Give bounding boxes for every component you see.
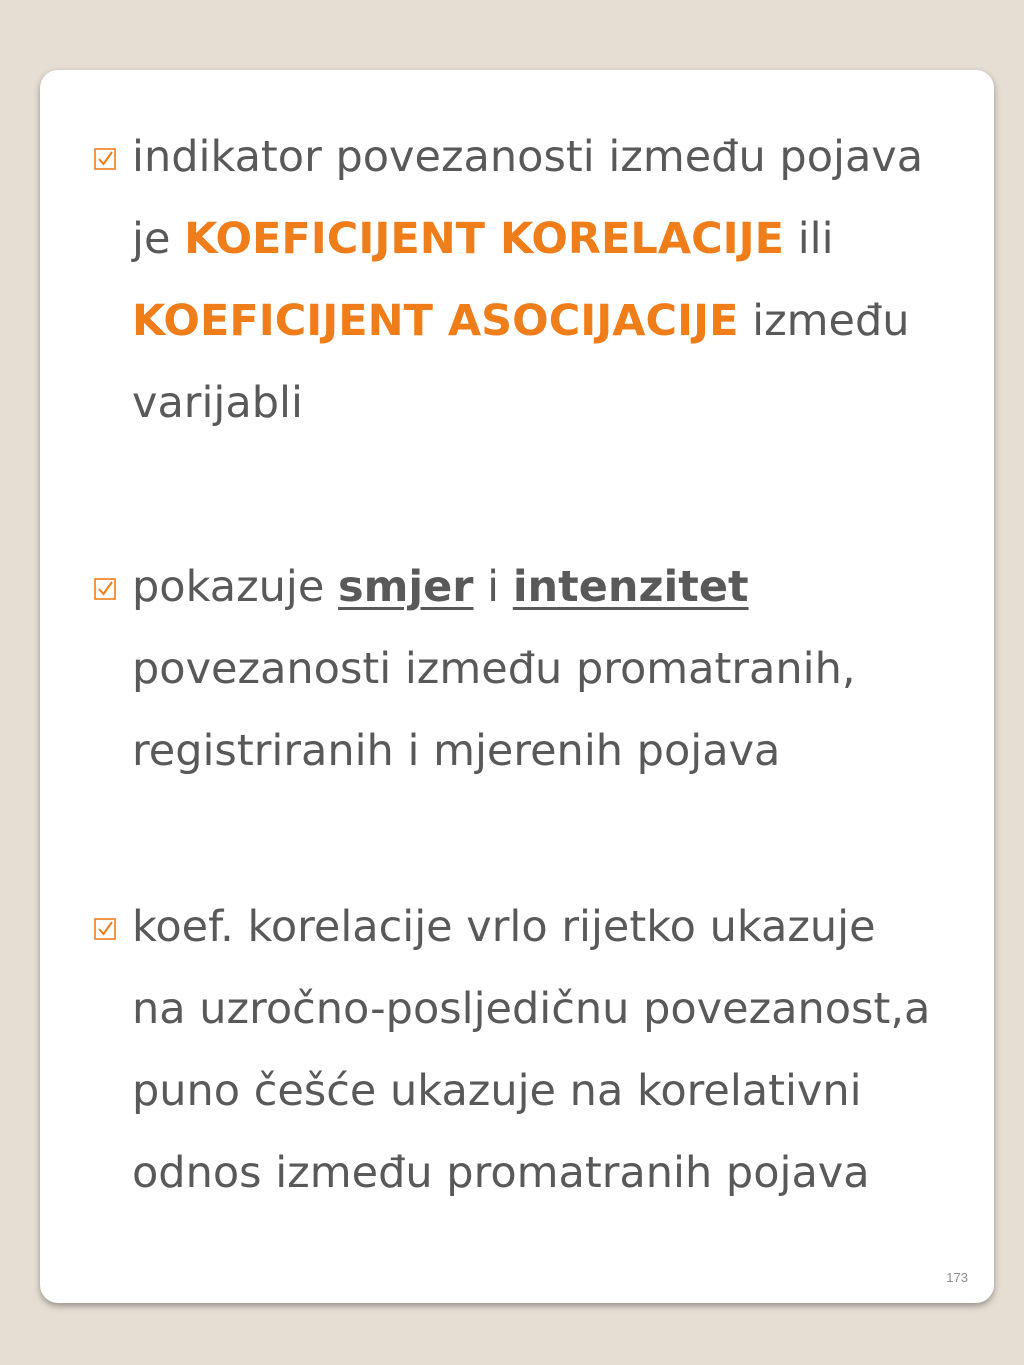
bullet-text — [132, 886, 994, 1214]
text-span: je — [132, 214, 185, 264]
text-span: registriranih i mjerenih pojava — [132, 726, 781, 776]
bullet-item — [94, 546, 994, 792]
highlight-term: KOEFICIJENT KORELACIJE — [184, 214, 785, 264]
text-span: ili — [784, 214, 834, 264]
text-span: pokazuje — [132, 562, 338, 612]
text-span: i — [473, 562, 513, 612]
underlined-term: smjer — [338, 562, 474, 612]
highlight-term: KOEFICIJENT ASOCIJACIJE — [132, 296, 739, 346]
text-span: na uzročno-posljedičnu povezanost,a — [132, 984, 931, 1034]
text-span: varijabli — [132, 378, 303, 428]
text-span: između — [738, 296, 910, 346]
underlined-term: intenzitet — [512, 562, 749, 612]
text-line — [132, 628, 994, 710]
page-number: 173 — [946, 1270, 968, 1285]
text-span: koef. korelacije vrlo rijetko ukazuje — [132, 902, 876, 952]
text-span: puno češće ukazuje na korelativni — [132, 1066, 862, 1116]
bullet-text — [132, 116, 994, 444]
checkbox-checked-icon — [94, 148, 116, 170]
text-line — [132, 280, 994, 362]
text-line — [132, 546, 994, 628]
text-span: povezanosti između promatranih, — [132, 644, 856, 694]
slide — [40, 70, 994, 1303]
text-span: odnos između promatranih pojava — [132, 1148, 870, 1198]
text-line — [132, 1132, 994, 1214]
text-line — [132, 968, 994, 1050]
text-line — [132, 116, 994, 198]
text-line — [132, 710, 994, 792]
bullet-item — [94, 116, 994, 444]
checkbox-checked-icon — [94, 918, 116, 940]
text-span: indikator povezanosti između pojava — [132, 132, 924, 182]
checkbox-checked-icon — [94, 578, 116, 600]
text-line — [132, 198, 994, 280]
bullet-item — [94, 886, 994, 1214]
text-line — [132, 1050, 994, 1132]
bullet-text — [132, 546, 994, 792]
text-line — [132, 886, 994, 968]
text-line — [132, 362, 994, 444]
